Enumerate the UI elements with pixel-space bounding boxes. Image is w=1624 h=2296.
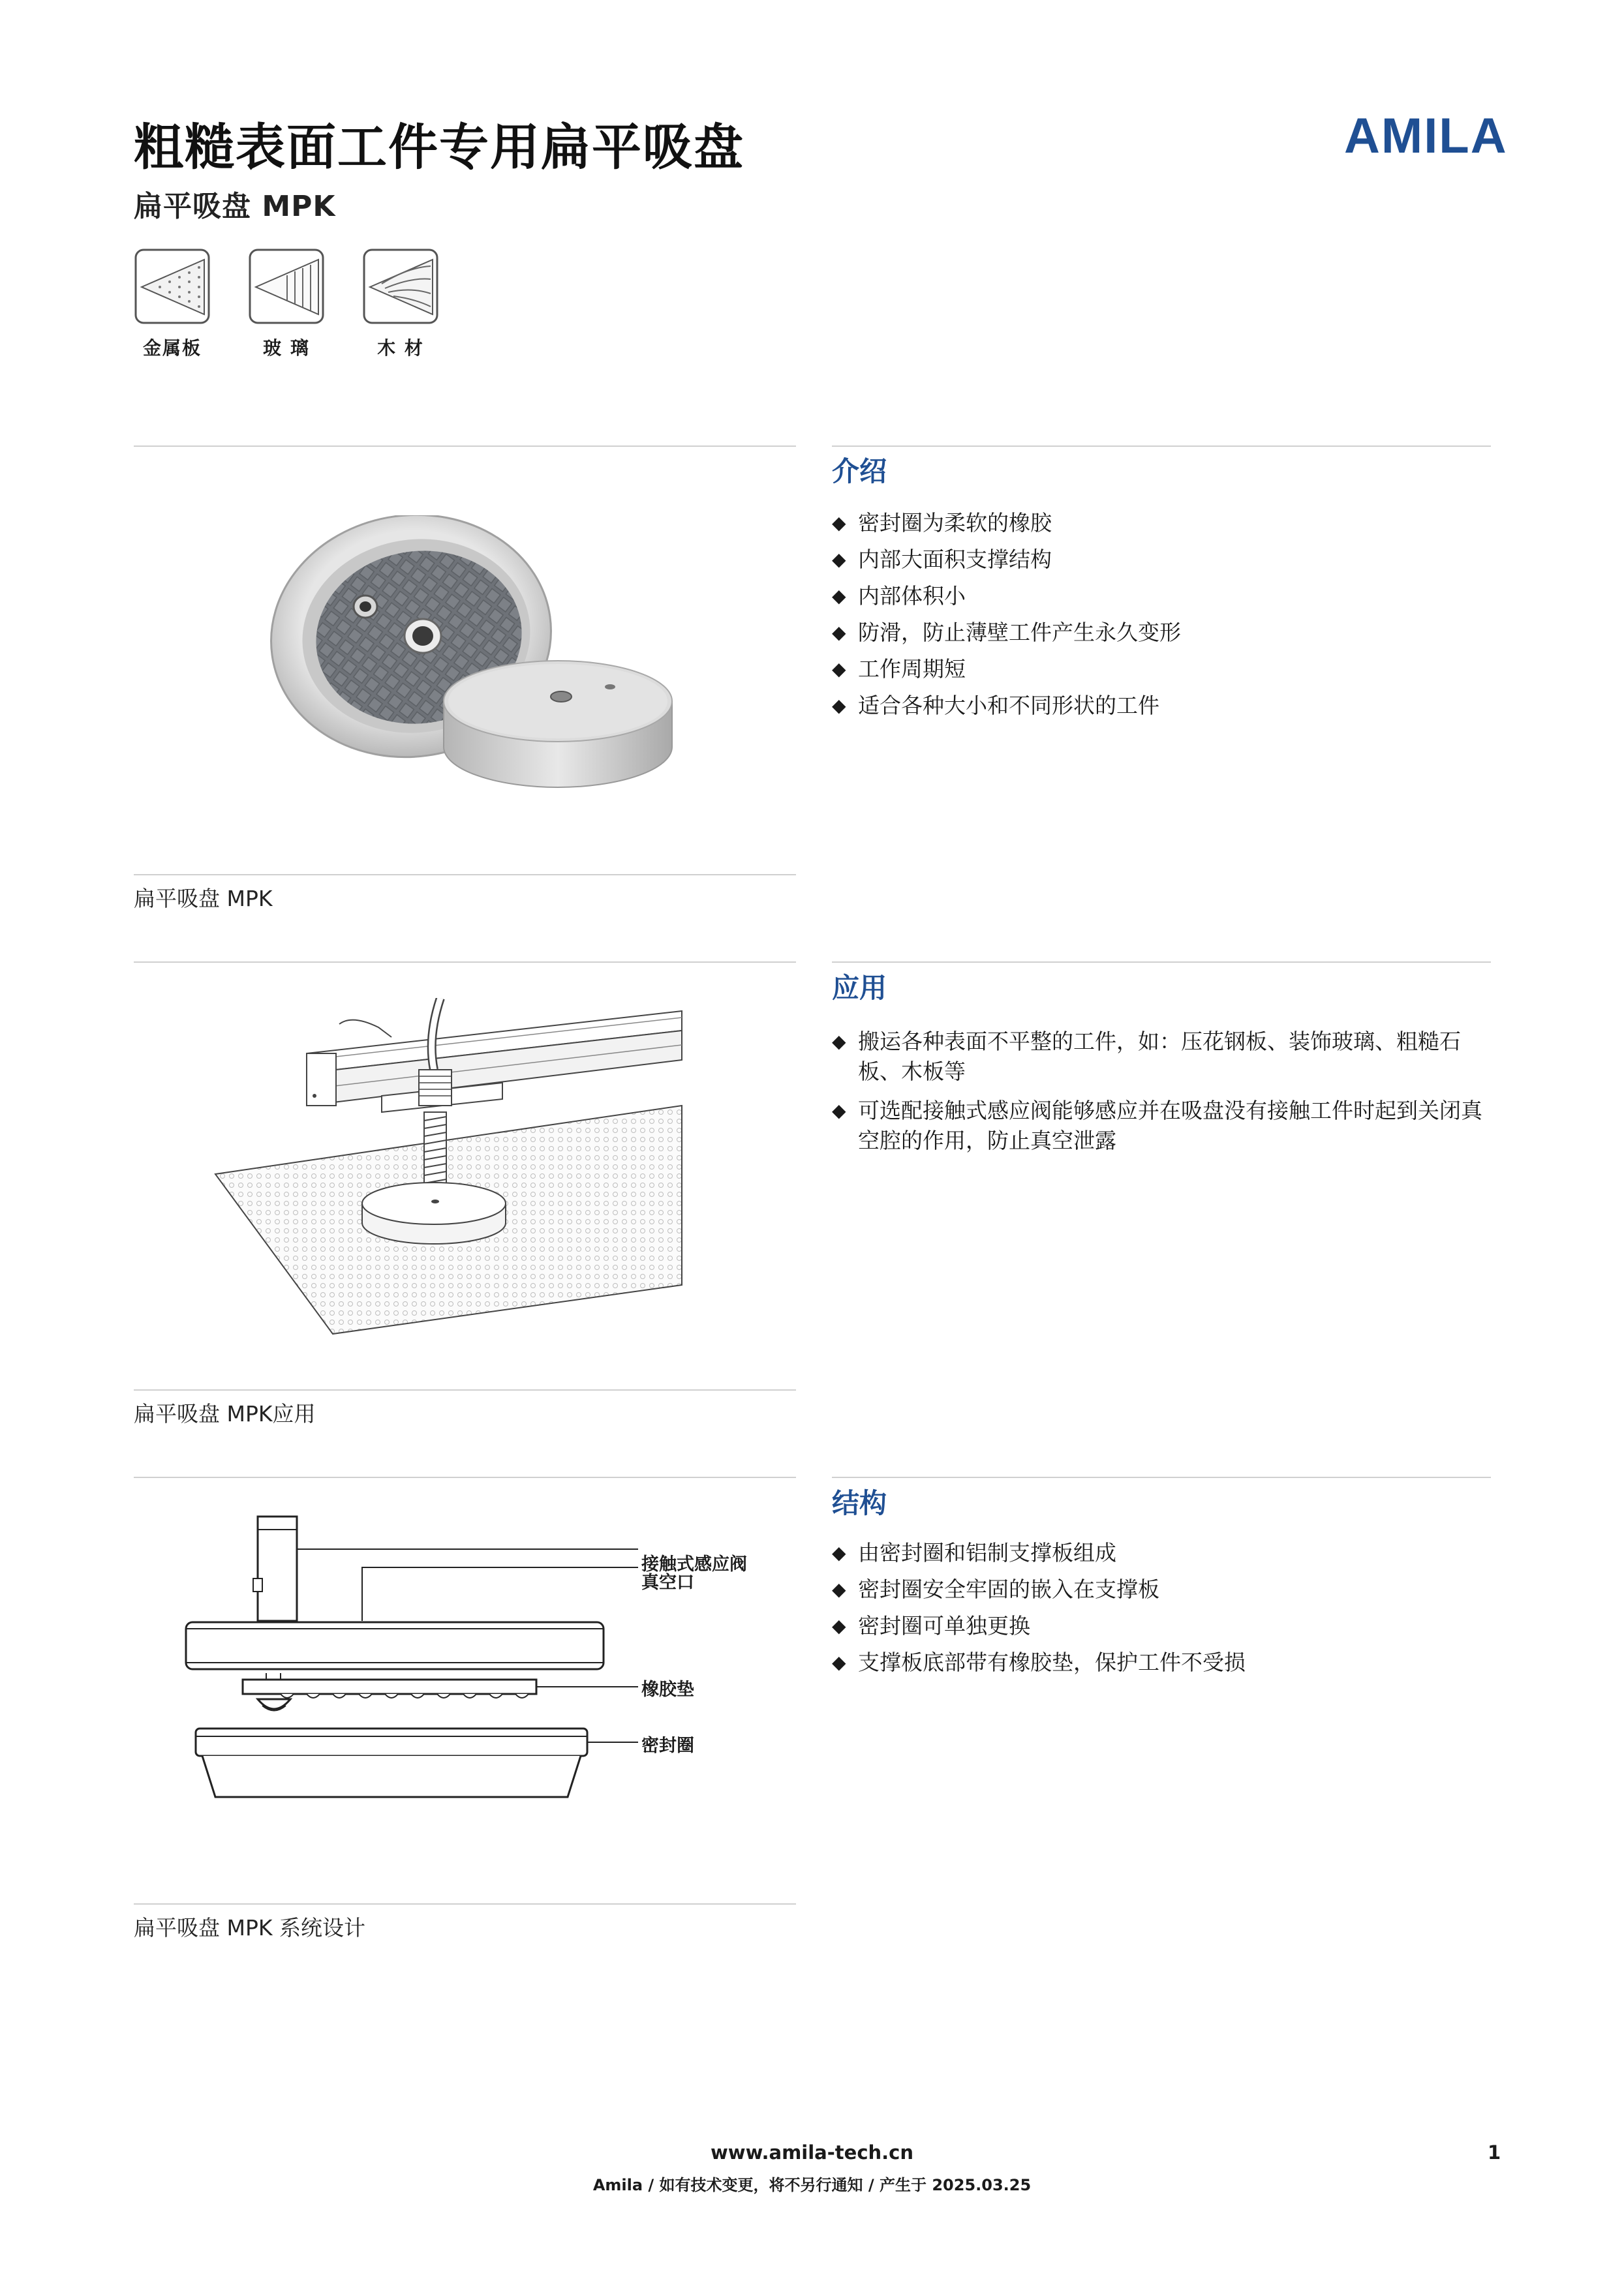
divider (832, 1477, 1491, 1478)
material-wood (362, 248, 439, 360)
diamond-bullet-icon: ◆ (832, 549, 846, 570)
glass-icon (248, 248, 325, 325)
divider (134, 961, 796, 963)
page-subtitle: 扁平吸盘 MPK (134, 190, 336, 223)
caption-structure: 扁平吸盘 MPK 系统设计 (134, 1915, 365, 1941)
label-seal-ring: 密封圈 (641, 1736, 694, 1756)
page-number: 1 (1488, 2141, 1501, 2164)
list-item: ◆ 支撑板底部带有橡胶垫，保护工件不受损 (832, 1644, 1484, 1681)
diamond-bullet-icon: ◆ (832, 1615, 846, 1637)
material-metal (134, 248, 211, 360)
list-item: ◆ 工作周期短 (832, 651, 1484, 687)
divider (134, 1389, 796, 1391)
divider (832, 961, 1491, 963)
wood-icon (362, 248, 439, 325)
diamond-bullet-icon: ◆ (832, 622, 846, 643)
label-vacuum-port: 真空口 (641, 1573, 694, 1593)
material-glass (248, 248, 325, 360)
intro-bullet-list (832, 505, 1484, 724)
divider (134, 874, 796, 875)
application-illustration (209, 998, 692, 1337)
list-item: ◆ 内部体积小 (832, 578, 1484, 614)
structure-diagram (183, 1510, 639, 1817)
list-item: ◆ 密封圈为柔软的橡胶 (832, 505, 1484, 541)
product-photo (254, 515, 731, 802)
caption-intro: 扁平吸盘 MPK (134, 886, 273, 911)
list-item: ◆ 可选配接触式感应阀能够感应并在吸盘没有接触工件时起到关闭真空腔的作用，防止真空泄露 (832, 1096, 1488, 1156)
label-rubber-pad: 橡胶垫 (641, 1680, 694, 1700)
metal-sheet-icon (134, 248, 211, 325)
diamond-bullet-icon: ◆ (832, 1578, 846, 1600)
diamond-bullet-icon: ◆ (832, 1031, 846, 1052)
diamond-bullet-icon: ◆ (832, 585, 846, 607)
material-label: 玻 璃 (263, 337, 310, 359)
list-item: ◆ 适合各种大小和不同形状的工件 (832, 687, 1484, 724)
list-item: ◆ 由密封圈和铝制支撑板组成 (832, 1535, 1484, 1571)
divider (134, 446, 796, 447)
section-title-application: 应用 (832, 972, 887, 1004)
diamond-bullet-icon: ◆ (832, 695, 846, 716)
diamond-bullet-icon: ◆ (832, 1652, 846, 1673)
footer-note: Amila / 如有技术变更，将不另行通知 / 产生于 2025.03.25 (592, 2176, 1032, 2194)
amila-logo: AMILA (1344, 108, 1508, 164)
page-title: 粗糙表面工件专用扁平吸盘 (134, 118, 744, 176)
label-valve: 接触式感应阀 (641, 1554, 747, 1575)
diamond-bullet-icon: ◆ (832, 658, 846, 680)
list-item: ◆ 内部大面积支撑结构 (832, 541, 1484, 578)
diamond-bullet-icon: ◆ (832, 1542, 846, 1563)
divider (134, 1903, 796, 1905)
footer-url[interactable]: www.amila-tech.cn (710, 2141, 914, 2164)
material-label: 木 材 (377, 337, 424, 359)
list-item: ◆ 防滑，防止薄壁工件产生永久变形 (832, 614, 1484, 651)
diamond-bullet-icon: ◆ (832, 512, 846, 534)
list-item: ◆ 密封圈安全牢固的嵌入在支撑板 (832, 1571, 1484, 1608)
application-bullet-list (832, 1027, 1488, 1156)
divider (134, 1477, 796, 1478)
material-label: 金属板 (142, 337, 202, 359)
structure-bullet-list (832, 1535, 1484, 1681)
section-title-intro: 介绍 (832, 455, 887, 487)
caption-application: 扁平吸盘 MPK应用 (134, 1401, 316, 1427)
divider (832, 446, 1491, 447)
diamond-bullet-icon: ◆ (832, 1100, 846, 1121)
section-title-structure: 结构 (832, 1487, 887, 1519)
list-item: ◆ 密封圈可单独更换 (832, 1608, 1484, 1644)
list-item: ◆ 搬运各种表面不平整的工件，如：压花钢板、装饰玻璃、粗糙石板、木板等 (832, 1027, 1488, 1087)
